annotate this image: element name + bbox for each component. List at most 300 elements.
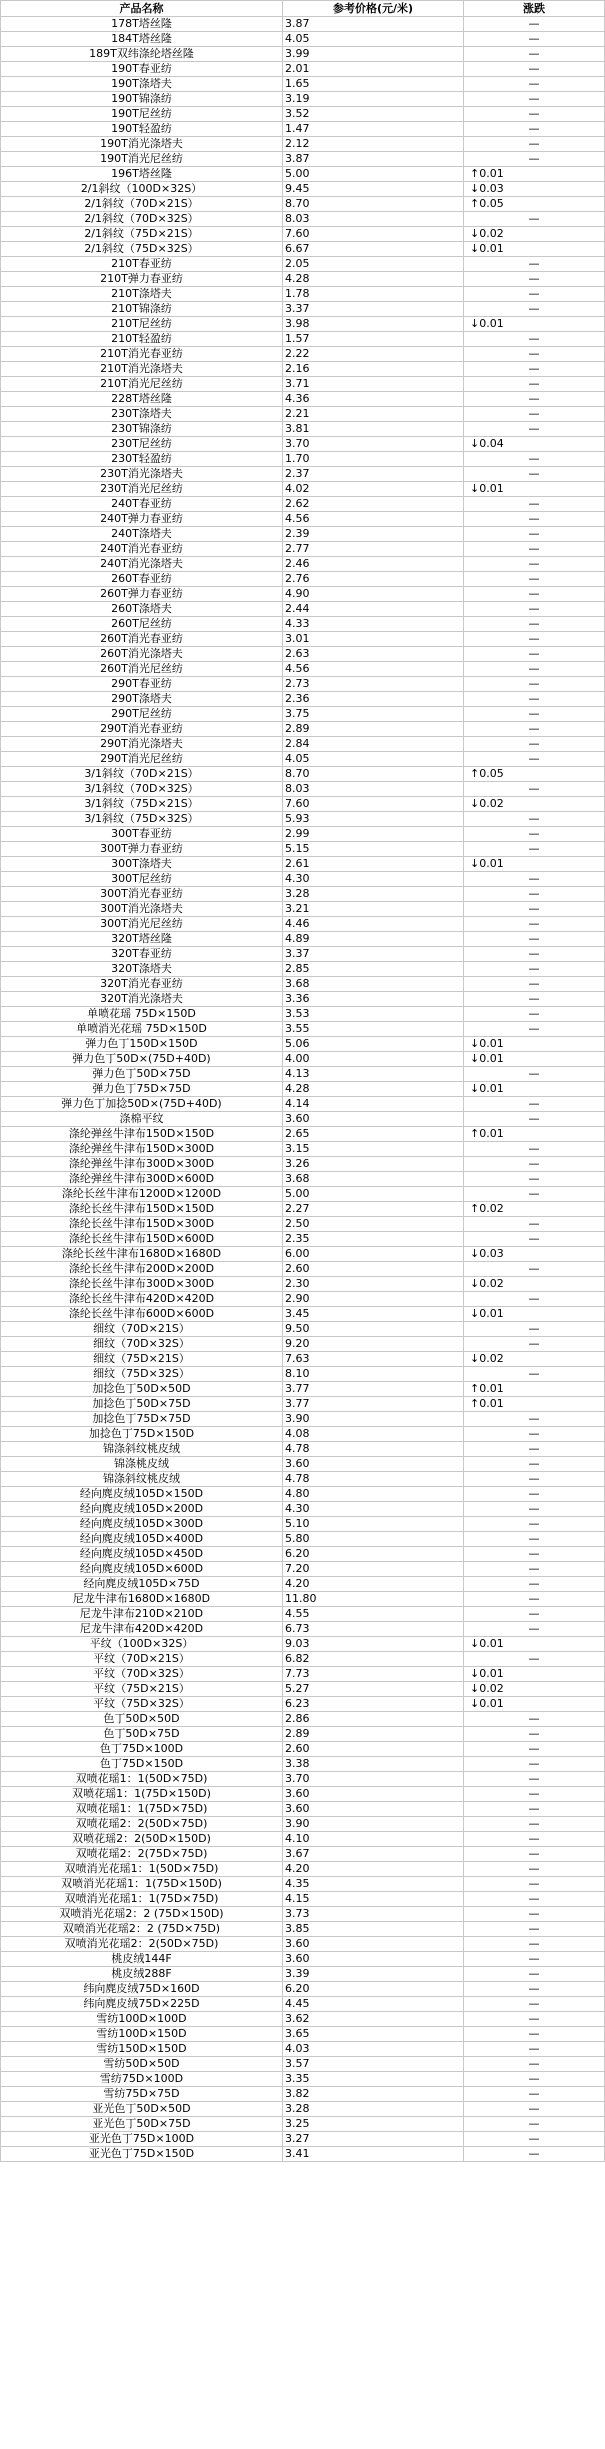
price-cell: 4.33 (283, 617, 464, 632)
product-name-cell: 190T涤塔夫 (1, 77, 283, 92)
product-name-cell: 桃皮绒144F (1, 1952, 283, 1967)
table-row (1, 1562, 605, 1577)
change-cell: ↓0.02 (464, 1352, 605, 1367)
price-cell: 3.35 (283, 2072, 464, 2087)
product-name-cell: 双喷消光花瑶2：2 (75D×150D) (1, 1907, 283, 1922)
change-cell: — (464, 1997, 605, 2012)
price-cell: 4.13 (283, 1067, 464, 1082)
product-name-cell: 锦涤桃皮绒 (1, 1457, 283, 1472)
table-row (1, 812, 605, 827)
table-row (1, 1067, 605, 1082)
product-name-cell: 3/1斜纹（70D×32S） (1, 782, 283, 797)
change-cell: — (464, 722, 605, 737)
price-cell: 2.86 (283, 1712, 464, 1727)
change-cell: — (464, 782, 605, 797)
change-cell: — (464, 467, 605, 482)
product-name-cell: 双喷消光花瑶1：1(75D×75D) (1, 1892, 283, 1907)
product-name-cell: 双喷花瑶1：1(75D×75D) (1, 1802, 283, 1817)
price-cell: 7.60 (283, 227, 464, 242)
product-name-cell: 240T消光涤塔夫 (1, 557, 283, 572)
change-cell: — (464, 977, 605, 992)
table-row (1, 257, 605, 272)
table-row (1, 1277, 605, 1292)
price-cell: 3.62 (283, 2012, 464, 2027)
price-cell: 4.20 (283, 1862, 464, 1877)
price-cell: 1.47 (283, 122, 464, 137)
change-cell: — (464, 1547, 605, 1562)
table-row (1, 1322, 605, 1337)
product-name-cell: 320T塔丝隆 (1, 932, 283, 947)
price-cell: 3.45 (283, 1307, 464, 1322)
product-name-cell: 300T涤塔夫 (1, 857, 283, 872)
price-cell: 3.39 (283, 1967, 464, 1982)
product-name-cell: 320T涤塔夫 (1, 962, 283, 977)
table-row (1, 1127, 605, 1142)
change-cell: — (464, 1712, 605, 1727)
change-cell: — (464, 617, 605, 632)
price-cell: 7.73 (283, 1667, 464, 1682)
table-row (1, 1307, 605, 1322)
change-cell: — (464, 827, 605, 842)
product-name-cell: 经向麂皮绒105D×75D (1, 1577, 283, 1592)
product-name-cell: 3/1斜纹（70D×21S） (1, 767, 283, 782)
table-row (1, 167, 605, 182)
price-cell: 2.89 (283, 722, 464, 737)
price-cell: 3.28 (283, 887, 464, 902)
product-name-cell: 弹力色丁加捻50D×(75D+40D) (1, 1097, 283, 1112)
table-row (1, 347, 605, 362)
product-name-cell: 加捻色丁50D×75D (1, 1397, 283, 1412)
price-cell: 6.00 (283, 1247, 464, 1262)
table-row (1, 152, 605, 167)
price-cell: 5.27 (283, 1682, 464, 1697)
price-cell: 7.63 (283, 1352, 464, 1367)
price-cell: 3.37 (283, 302, 464, 317)
price-cell: 4.45 (283, 1997, 464, 2012)
table-row (1, 1727, 605, 1742)
price-cell: 2.46 (283, 557, 464, 572)
change-cell: — (464, 1937, 605, 1952)
price-cell: 2.01 (283, 62, 464, 77)
change-cell: — (464, 62, 605, 77)
product-name-cell: 锦涤斜纹桃皮绒 (1, 1442, 283, 1457)
table-row (1, 722, 605, 737)
product-name-cell: 300T弹力春亚纺 (1, 842, 283, 857)
product-name-cell: 纬向麂皮绒75D×225D (1, 1997, 283, 2012)
price-cell: 3.37 (283, 947, 464, 962)
price-cell: 2.63 (283, 647, 464, 662)
product-name-cell: 涤纶长丝牛津布1680D×1680D (1, 1247, 283, 1262)
price-cell: 1.57 (283, 332, 464, 347)
product-name-cell: 桃皮绒288F (1, 1967, 283, 1982)
change-cell: — (464, 1772, 605, 1787)
change-cell: ↑0.01 (464, 1382, 605, 1397)
product-name-cell: 2/1斜纹（75D×32S） (1, 242, 283, 257)
table-row (1, 2147, 605, 2162)
table-row (1, 422, 605, 437)
product-name-cell: 尼龙牛津布420D×420D (1, 1622, 283, 1637)
change-cell: — (464, 1112, 605, 1127)
table-row (1, 497, 605, 512)
table-row (1, 1607, 605, 1622)
table-row (1, 77, 605, 92)
change-cell: — (464, 1892, 605, 1907)
price-cell: 3.15 (283, 1142, 464, 1157)
change-cell: — (464, 932, 605, 947)
price-cell: 3.85 (283, 1922, 464, 1937)
change-cell: — (464, 77, 605, 92)
price-cell: 2.60 (283, 1742, 464, 1757)
change-cell: ↓0.03 (464, 1247, 605, 1262)
product-name-cell: 亚光色丁50D×75D (1, 2117, 283, 2132)
change-cell: — (464, 2042, 605, 2057)
price-cell: 3.99 (283, 47, 464, 62)
change-cell: — (464, 1022, 605, 1037)
table-row (1, 1232, 605, 1247)
product-name-cell: 亚光色丁75D×100D (1, 2132, 283, 2147)
price-cell: 4.30 (283, 872, 464, 887)
price-cell: 3.75 (283, 707, 464, 722)
change-cell: — (464, 1007, 605, 1022)
change-cell: — (464, 752, 605, 767)
change-cell: — (464, 1562, 605, 1577)
change-cell: — (464, 1472, 605, 1487)
table-row (1, 872, 605, 887)
change-cell: — (464, 1187, 605, 1202)
change-cell: — (464, 872, 605, 887)
product-name-cell: 平纹（100D×32S） (1, 1637, 283, 1652)
table-row (1, 992, 605, 1007)
price-cell: 3.60 (283, 1952, 464, 1967)
product-name-cell: 雪纺150D×150D (1, 2042, 283, 2057)
product-name-cell: 240T消光春亚纺 (1, 542, 283, 557)
product-name-cell: 单喷消光花瑶 75D×150D (1, 1022, 283, 1037)
table-row (1, 902, 605, 917)
change-cell: — (464, 422, 605, 437)
product-name-cell: 260T消光尼丝纺 (1, 662, 283, 677)
table-row (1, 932, 605, 947)
table-row (1, 242, 605, 257)
change-cell: ↓0.01 (464, 857, 605, 872)
product-name-cell: 260T涤塔夫 (1, 602, 283, 617)
change-cell: — (464, 1262, 605, 1277)
product-name-cell: 加捻色丁50D×50D (1, 1382, 283, 1397)
price-cell: 3.26 (283, 1157, 464, 1172)
change-cell: — (464, 602, 605, 617)
price-cell: 2.30 (283, 1277, 464, 1292)
price-cell: 6.20 (283, 1982, 464, 1997)
change-cell: — (464, 1652, 605, 1667)
product-name-cell: 189T双纬涤纶塔丝隆 (1, 47, 283, 62)
change-cell: — (464, 1067, 605, 1082)
change-cell: — (464, 392, 605, 407)
product-name-cell: 涤纶长丝牛津布200D×200D (1, 1262, 283, 1277)
change-cell: — (464, 557, 605, 572)
table-row (1, 962, 605, 977)
table-row (1, 212, 605, 227)
product-name-cell: 尼龙牛津布210D×210D (1, 1607, 283, 1622)
change-cell: — (464, 2132, 605, 2147)
change-cell: ↓0.01 (464, 1637, 605, 1652)
table-row (1, 1097, 605, 1112)
product-name-cell: 260T消光春亚纺 (1, 632, 283, 647)
product-name-cell: 弹力色丁75D×75D (1, 1082, 283, 1097)
price-cell: 4.46 (283, 917, 464, 932)
change-cell: — (464, 1817, 605, 1832)
product-name-cell: 平纹（75D×21S） (1, 1682, 283, 1697)
table-row (1, 482, 605, 497)
price-cell: 2.16 (283, 362, 464, 377)
change-cell: — (464, 542, 605, 557)
change-cell: ↓0.01 (464, 1037, 605, 1052)
change-cell: — (464, 1442, 605, 1457)
price-cell: 3.01 (283, 632, 464, 647)
price-cell: 3.55 (283, 1022, 464, 1037)
table-row (1, 587, 605, 602)
table-row (1, 182, 605, 197)
table-row (1, 1877, 605, 1892)
table-row (1, 617, 605, 632)
change-cell: — (464, 1217, 605, 1232)
table-row (1, 857, 605, 872)
change-cell: — (464, 452, 605, 467)
product-name-cell: 雪纺75D×100D (1, 2072, 283, 2087)
price-cell: 3.53 (283, 1007, 464, 1022)
price-cell: 2.89 (283, 1727, 464, 1742)
product-name-cell: 260T尼丝纺 (1, 617, 283, 632)
product-name-cell: 290T消光春亚纺 (1, 722, 283, 737)
change-cell: — (464, 1367, 605, 1382)
change-cell: — (464, 1922, 605, 1937)
table-row (1, 977, 605, 992)
change-cell: — (464, 1097, 605, 1112)
product-name-cell: 230T涤塔夫 (1, 407, 283, 422)
product-name-cell: 190T消光尼丝纺 (1, 152, 283, 167)
product-name-cell: 2/1斜纹（70D×21S） (1, 197, 283, 212)
product-name-cell: 184T塔丝隆 (1, 32, 283, 47)
price-cell: 4.05 (283, 32, 464, 47)
product-name-cell: 230T轻盈纺 (1, 452, 283, 467)
table-row (1, 92, 605, 107)
product-name-cell: 经向麂皮绒105D×400D (1, 1532, 283, 1547)
price-cell: 3.41 (283, 2147, 464, 2162)
product-name-cell: 经向麂皮绒105D×450D (1, 1547, 283, 1562)
product-name-cell: 雪纺75D×75D (1, 2087, 283, 2102)
header-price-change: 涨跌 (464, 1, 605, 17)
table-row (1, 2102, 605, 2117)
change-cell: — (464, 647, 605, 662)
table-row (1, 1022, 605, 1037)
price-cell: 5.15 (283, 842, 464, 857)
change-cell: — (464, 107, 605, 122)
header-product-name: 产品名称 (1, 1, 283, 17)
product-name-cell: 细纹（75D×32S） (1, 1367, 283, 1382)
product-name-cell: 240T涤塔夫 (1, 527, 283, 542)
change-cell: ↑0.05 (464, 767, 605, 782)
product-name-cell: 涤纶长丝牛津布150D×150D (1, 1202, 283, 1217)
product-name-cell: 3/1斜纹（75D×21S） (1, 797, 283, 812)
change-cell: — (464, 347, 605, 362)
header-reference-price: 参考价格(元/米) (283, 1, 464, 17)
product-name-cell: 300T消光涤塔夫 (1, 902, 283, 917)
price-cell: 3.77 (283, 1397, 464, 1412)
change-cell: — (464, 407, 605, 422)
product-name-cell: 涤纶长丝牛津布600D×600D (1, 1307, 283, 1322)
price-cell: 4.89 (283, 932, 464, 947)
table-row (1, 797, 605, 812)
change-cell: — (464, 212, 605, 227)
change-cell: — (464, 842, 605, 857)
product-name-cell: 纬向麂皮绒75D×160D (1, 1982, 283, 1997)
product-name-cell: 雪纺100D×150D (1, 2027, 283, 2042)
change-cell: ↓0.01 (464, 1667, 605, 1682)
change-cell: ↑0.01 (464, 1127, 605, 1142)
product-name-cell: 210T消光尼丝纺 (1, 377, 283, 392)
product-name-cell: 178T塔丝隆 (1, 17, 283, 32)
change-cell: — (464, 962, 605, 977)
price-cell: 6.82 (283, 1652, 464, 1667)
change-cell: — (464, 2147, 605, 2162)
product-name-cell: 雪纺50D×50D (1, 2057, 283, 2072)
table-row (1, 1967, 605, 1982)
price-cell: 3.57 (283, 2057, 464, 2072)
price-cell: 3.68 (283, 977, 464, 992)
table-row (1, 1892, 605, 1907)
product-name-cell: 双喷花瑶1：1(75D×150D) (1, 1787, 283, 1802)
change-cell: ↓0.02 (464, 227, 605, 242)
product-name-cell: 雪纺100D×100D (1, 2012, 283, 2027)
change-cell: ↓0.01 (464, 1697, 605, 1712)
product-name-cell: 经向麂皮绒105D×300D (1, 1517, 283, 1532)
table-row (1, 1757, 605, 1772)
price-cell: 6.23 (283, 1697, 464, 1712)
change-cell: — (464, 737, 605, 752)
price-cell: 2.61 (283, 857, 464, 872)
change-cell: — (464, 587, 605, 602)
table-row (1, 782, 605, 797)
product-name-cell: 双喷消光花瑶1：1(50D×75D) (1, 1862, 283, 1877)
price-cell: 2.12 (283, 137, 464, 152)
change-cell: — (464, 92, 605, 107)
price-cell: 5.00 (283, 167, 464, 182)
table-row (1, 647, 605, 662)
price-cell: 9.50 (283, 1322, 464, 1337)
change-cell: ↓0.01 (464, 1052, 605, 1067)
product-name-cell: 300T春亚纺 (1, 827, 283, 842)
price-cell: 2.76 (283, 572, 464, 587)
change-cell: ↑0.02 (464, 1202, 605, 1217)
product-name-cell: 涤纶弹丝牛津布150D×300D (1, 1142, 283, 1157)
change-cell: — (464, 1847, 605, 1862)
product-name-cell: 260T春亚纺 (1, 572, 283, 587)
price-cell: 3.98 (283, 317, 464, 332)
change-cell: ↓0.02 (464, 797, 605, 812)
product-name-cell: 涤纶长丝牛津布420D×420D (1, 1292, 283, 1307)
change-cell: — (464, 2102, 605, 2117)
product-name-cell: 300T消光春亚纺 (1, 887, 283, 902)
product-name-cell: 228T塔丝隆 (1, 392, 283, 407)
table-row (1, 842, 605, 857)
table-row (1, 1412, 605, 1427)
table-row (1, 1907, 605, 1922)
table-row (1, 47, 605, 62)
price-cell: 4.10 (283, 1832, 464, 1847)
price-cell: 8.10 (283, 1367, 464, 1382)
price-cell: 4.55 (283, 1607, 464, 1622)
product-name-cell: 涤纶弹丝牛津布150D×150D (1, 1127, 283, 1142)
price-cell: 4.80 (283, 1487, 464, 1502)
table-row (1, 2072, 605, 2087)
price-cell: 2.44 (283, 602, 464, 617)
product-name-cell: 细纹（70D×32S） (1, 1337, 283, 1352)
product-name-cell: 2/1斜纹（75D×21S） (1, 227, 283, 242)
price-cell: 3.77 (283, 1382, 464, 1397)
product-name-cell: 210T尼丝纺 (1, 317, 283, 332)
change-cell: — (464, 1592, 605, 1607)
change-cell: — (464, 917, 605, 932)
product-name-cell: 320T消光涤塔夫 (1, 992, 283, 1007)
table-row (1, 17, 605, 32)
change-cell: — (464, 992, 605, 1007)
change-cell: — (464, 662, 605, 677)
product-name-cell: 210T锦涤纺 (1, 302, 283, 317)
table-row (1, 737, 605, 752)
table-row (1, 272, 605, 287)
change-cell: — (464, 632, 605, 647)
table-row (1, 1637, 605, 1652)
price-cell: 3.27 (283, 2132, 464, 2147)
change-cell: — (464, 302, 605, 317)
price-cell: 5.00 (283, 1187, 464, 1202)
price-cell: 2.05 (283, 257, 464, 272)
product-name-cell: 双喷花瑶2：2(50D×75D) (1, 1817, 283, 1832)
table-row (1, 2012, 605, 2027)
change-cell: — (464, 692, 605, 707)
price-cell: 4.03 (283, 2042, 464, 2057)
product-name-cell: 色丁50D×75D (1, 1727, 283, 1742)
product-name-cell: 3/1斜纹（75D×32S） (1, 812, 283, 827)
table-row (1, 287, 605, 302)
product-name-cell: 290T消光涤塔夫 (1, 737, 283, 752)
price-cell: 3.60 (283, 1112, 464, 1127)
product-name-cell: 260T弹力春亚纺 (1, 587, 283, 602)
table-row (1, 1487, 605, 1502)
table-row (1, 1442, 605, 1457)
table-row (1, 467, 605, 482)
change-cell: — (464, 17, 605, 32)
change-cell: — (464, 1532, 605, 1547)
price-cell: 1.78 (283, 287, 464, 302)
price-cell: 3.73 (283, 1907, 464, 1922)
product-name-cell: 涤棉平纹 (1, 1112, 283, 1127)
product-name-cell: 320T消光春亚纺 (1, 977, 283, 992)
table-row (1, 1712, 605, 1727)
price-cell: 3.81 (283, 422, 464, 437)
product-name-cell: 双喷消光花瑶1：1(75D×150D) (1, 1877, 283, 1892)
change-cell: — (464, 152, 605, 167)
price-cell: 4.56 (283, 662, 464, 677)
change-cell: — (464, 947, 605, 962)
price-cell: 8.03 (283, 212, 464, 227)
price-cell: 3.28 (283, 2102, 464, 2117)
table-row (1, 1052, 605, 1067)
product-name-cell: 190T锦涤纺 (1, 92, 283, 107)
product-name-cell: 210T涤塔夫 (1, 287, 283, 302)
table-row (1, 1847, 605, 1862)
price-cell: 2.37 (283, 467, 464, 482)
product-name-cell: 190T轻盈纺 (1, 122, 283, 137)
change-cell: — (464, 1427, 605, 1442)
